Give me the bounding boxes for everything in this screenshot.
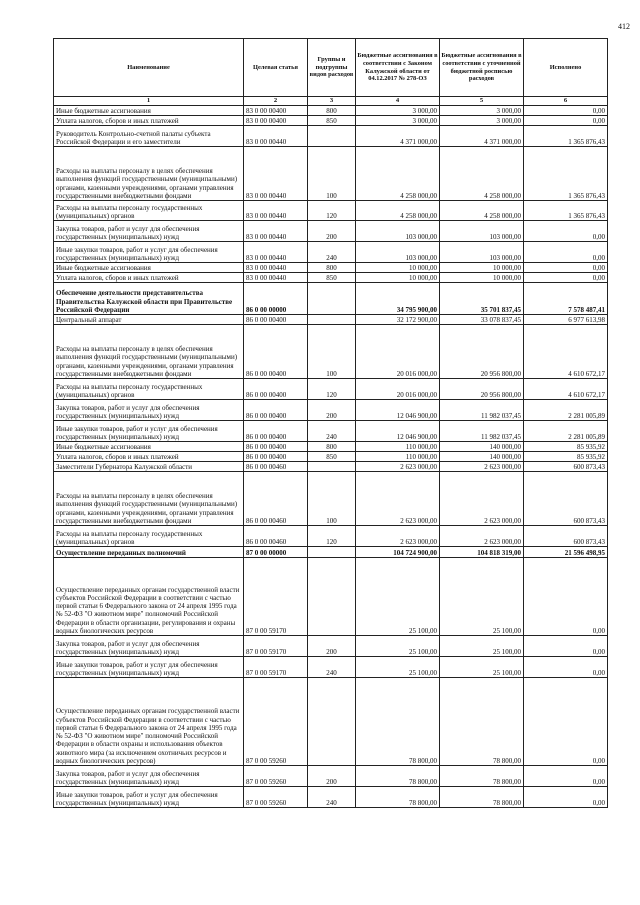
row-name: Расходы на выплаты персоналу государственных (муниципальных) органов xyxy=(54,379,244,400)
row-law-allocation: 78 800,00 xyxy=(356,678,440,766)
row-target-article: 86 0 00 00460 xyxy=(244,462,308,472)
row-name: Закупка товаров, работ и услуг для обеспечения государственных (муниципальных) нужд xyxy=(54,766,244,787)
row-target-article: 86 0 00 00460 xyxy=(244,526,308,547)
row-executed: 1 365 876,43 xyxy=(524,201,608,221)
budget-execution-table xyxy=(53,38,608,808)
row-law-allocation: 12 046 900,00 xyxy=(356,421,440,442)
row-name: Заместители Губернатора Калужской области xyxy=(54,462,244,472)
row-name: Расходы на выплаты персоналу в целях обеспечения выполнения функций государственными (муниципальными) органами, казенными учреждениями, органами управления государственными внебюджетными фондами xyxy=(54,147,244,201)
row-law-allocation: 2 623 000,00 xyxy=(356,462,440,472)
row-executed: 7 578 487,41 xyxy=(524,283,608,315)
row-expense-group: 200 xyxy=(308,221,356,242)
row-executed: 600 873,43 xyxy=(524,462,608,472)
row-name: Иные закупки товаров, работ и услуг для обеспечения государственных (муниципальных) нужд xyxy=(54,242,244,263)
row-law-allocation: 3 000,00 xyxy=(356,106,440,116)
row-executed: 0,00 xyxy=(524,657,608,678)
table-row xyxy=(54,126,608,147)
row-executed: 2 281 005,89 xyxy=(524,400,608,421)
row-name: Руководитель Контрольно-счетной палаты субъекта Российской Федерации и его заместители xyxy=(54,126,244,147)
row-refined-allocation: 4 258 000,00 xyxy=(440,147,524,201)
row-executed: 85 935,92 xyxy=(524,452,608,462)
row-law-allocation: 78 800,00 xyxy=(356,787,440,808)
row-expense-group xyxy=(308,315,356,325)
table-row xyxy=(54,221,608,242)
row-refined-allocation: 140 000,00 xyxy=(440,452,524,462)
row-refined-allocation: 11 982 037,45 xyxy=(440,421,524,442)
row-name: Центральный аппарат xyxy=(54,315,244,325)
row-executed: 0,00 xyxy=(524,636,608,657)
row-name: Иные бюджетные ассигнования xyxy=(54,106,244,116)
column-index: 5 xyxy=(440,97,524,106)
row-expense-group: 850 xyxy=(308,273,356,283)
table-row xyxy=(54,657,608,678)
row-expense-group: 200 xyxy=(308,636,356,657)
row-expense-group: 100 xyxy=(308,147,356,201)
row-name: Иные закупки товаров, работ и услуг для обеспечения государственных (муниципальных) нужд xyxy=(54,787,244,808)
table-row xyxy=(54,315,608,325)
row-refined-allocation: 103 000,00 xyxy=(440,221,524,242)
row-target-article: 87 0 00 59170 xyxy=(244,636,308,657)
column-index: 4 xyxy=(356,97,440,106)
row-refined-allocation: 3 000,00 xyxy=(440,106,524,116)
row-executed: 600 873,43 xyxy=(524,526,608,547)
row-executed: 4 610 672,17 xyxy=(524,325,608,379)
row-expense-group: 800 xyxy=(308,106,356,116)
row-law-allocation: 110 000,00 xyxy=(356,442,440,452)
row-refined-allocation: 20 956 800,00 xyxy=(440,325,524,379)
row-law-allocation: 25 100,00 xyxy=(356,558,440,636)
row-expense-group xyxy=(308,547,356,558)
table-body xyxy=(54,106,608,808)
row-refined-allocation: 140 000,00 xyxy=(440,442,524,452)
table-row xyxy=(54,547,608,558)
row-target-article: 83 0 00 00440 xyxy=(244,273,308,283)
row-name: Иные бюджетные ассигнования xyxy=(54,442,244,452)
row-target-article: 86 0 00 00460 xyxy=(244,472,308,526)
row-name: Расходы на выплаты персоналу в целях обеспечения выполнения функций государственными (муниципальными) органами, казенными учреждениями, органами управления государственными внебюджетными фондами xyxy=(54,472,244,526)
row-name: Расходы на выплаты персоналу государственных (муниципальных) органов xyxy=(54,526,244,547)
row-name: Осуществление переданных органам государственной власти субъектов Российской Федерации в соответствии с частью первой статьи 6 Федерального закона от 24 апреля 1995 года № 52-ФЗ "О животном мире" полномочий Российской Федерации в области охраны и использования объектов животного мира (за исключением охотничьих ресурсов и водных биологических ресурсов) xyxy=(54,678,244,766)
header-name: Наименование xyxy=(54,39,244,97)
row-name: Уплата налогов, сборов и иных платежей xyxy=(54,116,244,126)
row-target-article: 87 0 00 59260 xyxy=(244,787,308,808)
row-name: Уплата налогов, сборов и иных платежей xyxy=(54,273,244,283)
row-law-allocation: 32 172 900,00 xyxy=(356,315,440,325)
row-refined-allocation: 103 000,00 xyxy=(440,242,524,263)
row-refined-allocation: 33 078 837,45 xyxy=(440,315,524,325)
row-refined-allocation: 35 701 837,45 xyxy=(440,283,524,315)
row-name: Обеспечение деятельности представительства Правительства Калужской области при Правительстве Российской Федерации xyxy=(54,283,244,315)
row-target-article: 86 0 00 00400 xyxy=(244,379,308,400)
table-row xyxy=(54,472,608,526)
row-law-allocation: 4 258 000,00 xyxy=(356,201,440,221)
table-row xyxy=(54,421,608,442)
table-row xyxy=(54,636,608,657)
table-row xyxy=(54,106,608,116)
row-law-allocation: 34 795 900,00 xyxy=(356,283,440,315)
row-executed: 600 873,43 xyxy=(524,472,608,526)
table-row xyxy=(54,400,608,421)
row-law-allocation: 10 000,00 xyxy=(356,263,440,273)
row-law-allocation: 3 000,00 xyxy=(356,116,440,126)
table-row xyxy=(54,263,608,273)
row-refined-allocation: 25 100,00 xyxy=(440,657,524,678)
row-target-article: 87 0 00 59260 xyxy=(244,766,308,787)
row-executed: 6 977 613,98 xyxy=(524,315,608,325)
row-executed: 0,00 xyxy=(524,221,608,242)
row-expense-group xyxy=(308,283,356,315)
row-expense-group: 850 xyxy=(308,452,356,462)
row-target-article: 83 0 00 00440 xyxy=(244,263,308,273)
row-refined-allocation: 4 371 000,00 xyxy=(440,126,524,147)
row-executed: 0,00 xyxy=(524,787,608,808)
row-refined-allocation: 25 100,00 xyxy=(440,636,524,657)
row-law-allocation: 110 000,00 xyxy=(356,452,440,462)
row-name: Осуществление переданных органам государственной власти субъектов Российской Федерации в соответствии с частью первой статьи 6 Федерального закона от 24 апреля 1995 года № 52-ФЗ "О животном мире" полномочий Российской Федерации в области организации, регулирования и охраны водных биологических ресурсов xyxy=(54,558,244,636)
row-expense-group: 100 xyxy=(308,472,356,526)
row-expense-group: 200 xyxy=(308,766,356,787)
row-target-article: 83 0 00 00440 xyxy=(244,126,308,147)
header-row xyxy=(54,39,608,97)
row-refined-allocation: 10 000,00 xyxy=(440,263,524,273)
row-executed: 0,00 xyxy=(524,263,608,273)
row-executed: 2 281 005,89 xyxy=(524,421,608,442)
row-name: Расходы на выплаты персоналу в целях обеспечения выполнения функций государственными (муниципальными) органами, казенными учреждениями, органами управления государственными внебюджетными фондами xyxy=(54,325,244,379)
row-expense-group xyxy=(308,126,356,147)
row-target-article: 86 0 00 00400 xyxy=(244,452,308,462)
row-target-article: 83 0 00 00440 xyxy=(244,147,308,201)
row-executed: 0,00 xyxy=(524,273,608,283)
row-name: Закупка товаров, работ и услуг для обеспечения государственных (муниципальных) нужд xyxy=(54,636,244,657)
row-law-allocation: 104 724 900,00 xyxy=(356,547,440,558)
header-target-article: Целевая статья xyxy=(244,39,308,97)
column-index: 2 xyxy=(244,97,308,106)
row-refined-allocation: 4 258 000,00 xyxy=(440,201,524,221)
table-row xyxy=(54,678,608,766)
table-row xyxy=(54,452,608,462)
row-executed: 0,00 xyxy=(524,678,608,766)
row-refined-allocation: 25 100,00 xyxy=(440,558,524,636)
row-target-article: 83 0 00 00440 xyxy=(244,242,308,263)
header-executed: Исполнено xyxy=(524,39,608,97)
row-law-allocation: 4 371 000,00 xyxy=(356,126,440,147)
row-executed: 21 596 498,95 xyxy=(524,547,608,558)
row-law-allocation: 20 016 000,00 xyxy=(356,379,440,400)
row-refined-allocation: 78 800,00 xyxy=(440,766,524,787)
row-law-allocation: 78 800,00 xyxy=(356,766,440,787)
row-expense-group: 120 xyxy=(308,379,356,400)
row-executed: 0,00 xyxy=(524,242,608,263)
row-target-article: 87 0 00 00000 xyxy=(244,547,308,558)
row-expense-group xyxy=(308,462,356,472)
row-target-article: 83 0 00 00400 xyxy=(244,106,308,116)
row-refined-allocation: 2 623 000,00 xyxy=(440,462,524,472)
row-executed: 0,00 xyxy=(524,558,608,636)
table-row xyxy=(54,766,608,787)
row-executed: 0,00 xyxy=(524,116,608,126)
header-expense-groups: Группы и подгруппы видов расходов xyxy=(308,39,356,97)
table-row xyxy=(54,558,608,636)
table-row xyxy=(54,787,608,808)
row-name: Расходы на выплаты персоналу государственных (муниципальных) органов xyxy=(54,201,244,221)
row-target-article: 87 0 00 59170 xyxy=(244,657,308,678)
row-name: Осуществление переданных полномочий xyxy=(54,547,244,558)
row-refined-allocation: 11 982 037,45 xyxy=(440,400,524,421)
column-index-row xyxy=(54,97,608,106)
table-row xyxy=(54,116,608,126)
table-row xyxy=(54,379,608,400)
table-row xyxy=(54,325,608,379)
row-law-allocation: 2 623 000,00 xyxy=(356,526,440,547)
row-law-allocation: 103 000,00 xyxy=(356,221,440,242)
row-law-allocation: 25 100,00 xyxy=(356,657,440,678)
row-name: Иные закупки товаров, работ и услуг для обеспечения государственных (муниципальных) нужд xyxy=(54,421,244,442)
row-expense-group xyxy=(308,678,356,766)
row-refined-allocation: 104 818 319,00 xyxy=(440,547,524,558)
row-expense-group: 800 xyxy=(308,263,356,273)
row-law-allocation: 4 258 000,00 xyxy=(356,147,440,201)
row-expense-group: 240 xyxy=(308,787,356,808)
row-target-article: 87 0 00 59170 xyxy=(244,558,308,636)
row-expense-group: 850 xyxy=(308,116,356,126)
header-law-allocations: Бюджетные ассигнования в соответствии с Законом Калужской области от 04.12.2017 № 278-ОЗ xyxy=(356,39,440,97)
row-expense-group: 240 xyxy=(308,421,356,442)
table-row xyxy=(54,273,608,283)
row-expense-group: 240 xyxy=(308,657,356,678)
row-executed: 0,00 xyxy=(524,106,608,116)
row-target-article: 83 0 00 00400 xyxy=(244,116,308,126)
table-row xyxy=(54,201,608,221)
row-expense-group: 200 xyxy=(308,400,356,421)
row-refined-allocation: 2 623 000,00 xyxy=(440,526,524,547)
row-law-allocation: 25 100,00 xyxy=(356,636,440,657)
row-refined-allocation: 3 000,00 xyxy=(440,116,524,126)
row-executed: 1 365 876,43 xyxy=(524,126,608,147)
row-law-allocation: 103 000,00 xyxy=(356,242,440,263)
row-law-allocation: 2 623 000,00 xyxy=(356,472,440,526)
row-target-article: 86 0 00 00400 xyxy=(244,315,308,325)
row-expense-group: 120 xyxy=(308,201,356,221)
row-law-allocation: 20 016 000,00 xyxy=(356,325,440,379)
row-target-article: 86 0 00 00400 xyxy=(244,421,308,442)
row-refined-allocation: 2 623 000,00 xyxy=(440,472,524,526)
table-row xyxy=(54,147,608,201)
page-number: 412 xyxy=(618,22,630,31)
table-row xyxy=(54,442,608,452)
row-refined-allocation: 78 800,00 xyxy=(440,787,524,808)
row-expense-group: 120 xyxy=(308,526,356,547)
row-expense-group: 800 xyxy=(308,442,356,452)
row-law-allocation: 10 000,00 xyxy=(356,273,440,283)
table-row xyxy=(54,526,608,547)
row-name: Закупка товаров, работ и услуг для обеспечения государственных (муниципальных) нужд xyxy=(54,221,244,242)
row-expense-group: 240 xyxy=(308,242,356,263)
row-name: Закупка товаров, работ и услуг для обеспечения государственных (муниципальных) нужд xyxy=(54,400,244,421)
row-target-article: 83 0 00 00440 xyxy=(244,201,308,221)
row-target-article: 86 0 00 00000 xyxy=(244,283,308,315)
table-row xyxy=(54,283,608,315)
row-refined-allocation: 10 000,00 xyxy=(440,273,524,283)
table-row xyxy=(54,242,608,263)
row-target-article: 86 0 00 00400 xyxy=(244,325,308,379)
row-target-article: 87 0 00 59260 xyxy=(244,678,308,766)
row-expense-group: 100 xyxy=(308,325,356,379)
row-law-allocation: 12 046 900,00 xyxy=(356,400,440,421)
row-refined-allocation: 20 956 800,00 xyxy=(440,379,524,400)
row-refined-allocation: 78 800,00 xyxy=(440,678,524,766)
column-index: 6 xyxy=(524,97,608,106)
row-name: Уплата налогов, сборов и иных платежей xyxy=(54,452,244,462)
row-executed: 1 365 876,43 xyxy=(524,147,608,201)
row-executed: 4 610 672,17 xyxy=(524,379,608,400)
column-index: 3 xyxy=(308,97,356,106)
column-index: 1 xyxy=(54,97,244,106)
row-executed: 0,00 xyxy=(524,766,608,787)
header-refined-allocations: Бюджетные ассигнования в соответствии с уточненной бюджетной росписью расходов xyxy=(440,39,524,97)
row-name: Иные закупки товаров, работ и услуг для обеспечения государственных (муниципальных) нужд xyxy=(54,657,244,678)
row-target-article: 83 0 00 00440 xyxy=(244,221,308,242)
row-target-article: 86 0 00 00400 xyxy=(244,400,308,421)
row-name: Иные бюджетные ассигнования xyxy=(54,263,244,273)
table-row xyxy=(54,462,608,472)
row-target-article: 86 0 00 00400 xyxy=(244,442,308,452)
row-executed: 85 935,92 xyxy=(524,442,608,452)
row-expense-group xyxy=(308,558,356,636)
